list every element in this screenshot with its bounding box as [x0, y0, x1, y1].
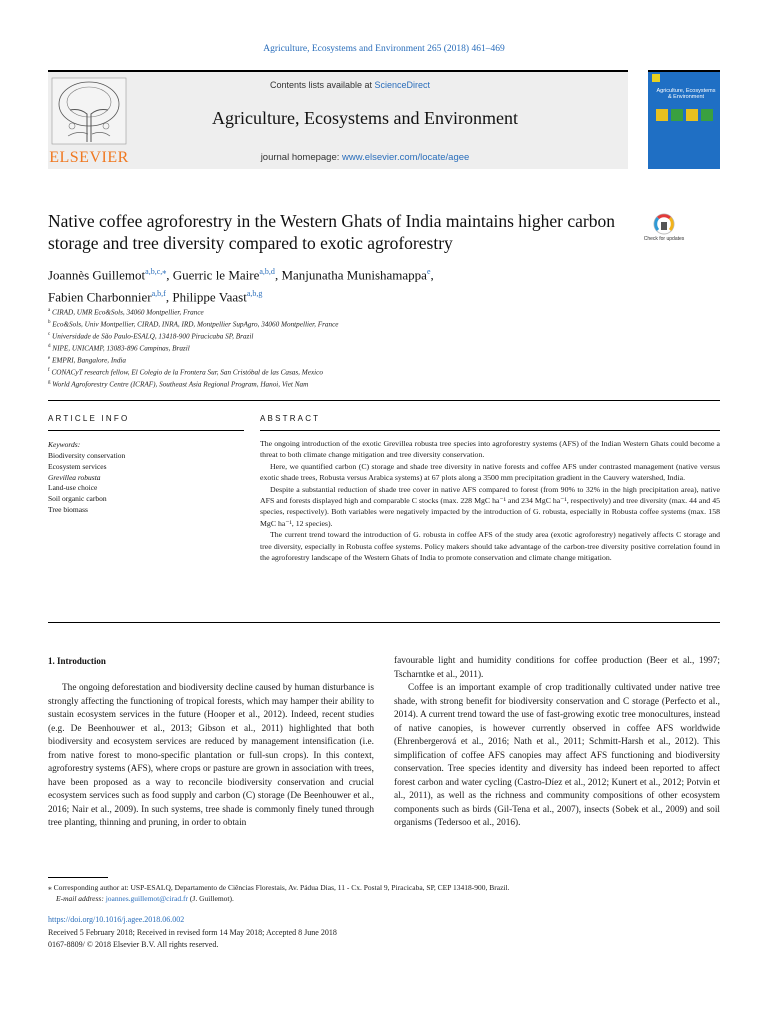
email-line [48, 893, 720, 904]
email-link[interactable]: joannes.guillemot@cirad.fr [105, 894, 189, 903]
affiliation-marker: c [48, 331, 51, 337]
affiliation-marker: a [48, 308, 51, 313]
keywords-label: Keywords: [48, 440, 81, 449]
corresponding-author-text: ⁎ Corresponding author at: USP-ESALQ, Departamento de Ciências Florestais, Av. Pádua Dias, 11 - Cx. Postal 9, Piracicaba, SP, CEP 13418-900, Brazil. [48, 883, 510, 892]
abstract-body [260, 438, 720, 563]
affiliation-list [48, 306, 708, 390]
author-affiliation-marker[interactable]: e [426, 267, 431, 276]
affiliation [48, 318, 708, 330]
elsevier-wordmark: ELSEVIER [49, 149, 129, 166]
affiliation-text: Universidade de São Paulo-ESALQ, 13418-900 Piracicaba SP, Brazil [52, 332, 254, 341]
journal-citation-link[interactable]: Agriculture, Ecosystems and Environment 265 (2018) 461–469 [263, 44, 505, 54]
affiliation-text: NIPE, UNICAMP, 13083-896 Campinas, Brazil [52, 344, 190, 353]
received-dates: Received 5 February 2018; Received in revised form 14 May 2018; Accepted 8 June 2018 [48, 928, 337, 937]
affiliation-marker: d [48, 343, 51, 349]
cover-logo-icon [652, 74, 660, 82]
article-info-divider [48, 430, 244, 431]
affiliation [48, 330, 708, 342]
journal-homepage [140, 152, 590, 163]
introduction-heading: 1. Introduction [48, 656, 106, 666]
affiliation-text: CONACyT research fellow, El Colegio de la Frontera Sur, San Cristóbal de las Casas, Mexico [51, 368, 323, 377]
corresponding-author-footnote [48, 882, 720, 904]
keyword: Land-use choice [48, 483, 98, 493]
affiliation [48, 354, 708, 366]
article-info-heading: ARTICLE INFO [48, 414, 130, 423]
author-name[interactable]: Joannès Guillemot [48, 267, 146, 283]
affiliation-text: World Agroforestry Centre (ICRAF), Southeast Asia Regional Program, Hanoi, Viet Nam [52, 380, 309, 389]
affiliation-text: EMPRI, Bangalore, India [52, 356, 127, 365]
check-for-updates-icon[interactable] [648, 212, 680, 252]
affiliation [48, 342, 708, 354]
contents-line [140, 80, 560, 90]
author-affiliation-marker[interactable]: a,b,g [246, 289, 263, 299]
keyword: Ecosystem services [48, 461, 107, 471]
author-name[interactable]: Manjunatha Munishamappa [281, 267, 427, 283]
doi-link[interactable]: https://doi.org/10.1016/j.agee.2018.06.002 [48, 915, 185, 924]
homepage-link[interactable]: www.elsevier.com/locate/agee [342, 152, 470, 163]
abstract-paragraph: The ongoing introduction of the exotic Grevillea robusta tree species into agroforestry systems (AFS) of the Indian Western Ghats could become a threat to both climate change mitigation and tree diversity conservation. [260, 439, 720, 460]
homepage-prefix: journal homepage: [260, 152, 343, 163]
article-title: Native coffee agroforestry in the Western Ghats of India maintains higher carbon storage and tree diversity compared to exotic agroforestry [48, 211, 615, 253]
author-list [48, 262, 648, 307]
affiliation-text: Eco&Sols, Univ Montpellier, CIRAD, INRA, IRD, Montpellier SupAgro, 34060 Montpellier, France [52, 320, 339, 329]
email-suffix: (J. Guillemot). [188, 894, 234, 903]
affiliation [48, 366, 708, 378]
author-separator: , [274, 267, 282, 283]
keyword: Biodiversity conservation [48, 451, 126, 460]
affiliation-marker: e [48, 355, 51, 361]
author-name[interactable]: Philippe Vaast [172, 289, 247, 305]
abstract-paragraph: Despite a substantial reduction of shade tree cover in native AFS compared to forest (from 90% to 32% in the high precipitation area), native AFS and forests displayed high and comparable C stocks (max. 228 MgC ha⁻¹ and 234 MgC ha⁻¹, respectively) and tree diversity (max. 44 and 45 species, respectively). Both variables were negatively impacted by the introduction of G. robusta, especially in Robusta coffee systems (max. 158 MgC ha⁻¹, 12 species). [260, 484, 720, 528]
body-paragraph: favourable light and humidity conditions for coffee production (Beer et al., 1997; Tscharntke et al., 2011). [394, 656, 720, 680]
affiliation [48, 378, 708, 390]
keyword-list [48, 451, 238, 516]
author-name[interactable]: Guerric le Maire [172, 267, 260, 283]
author-separator: , [430, 267, 434, 283]
affiliation-marker: b [48, 319, 51, 325]
author-affiliation-marker[interactable]: a,b,d [259, 267, 275, 276]
abstract-heading: ABSTRACT [260, 414, 321, 423]
body-column-right [394, 655, 720, 831]
cover-artwork-icon [654, 108, 714, 122]
abstract-paragraph: The current trend toward the introduction of G. robusta in coffee AFS of the study area (exotic agroforestry) negatively affects C storage and tree diversity, especially in Robusta coffee systems. Policy makers should take advantage of the carbon-tree diversity positive correlation found in the agroforestry landscape of the Western Ghats of India to promote conservation and climate change mitigation. [260, 530, 720, 563]
abstract-paragraph: Here, we quantified carbon (C) storage and shade tree diversity in native forests and coffee AFS under contrasted management (native versus exotic shade trees, Robusta versus Arabica systems) at 67 plots along a 3500 mm precipitation gradient in the Cauvery watershed, India. [260, 461, 720, 483]
author-affiliation-marker[interactable]: a,b,f [151, 289, 166, 299]
contents-prefix: Contents lists available at [269, 80, 375, 90]
author-separator: , [166, 267, 173, 283]
body-paragraph: Coffee is an important example of crop traditionally cultivated under native tree shade, with strong benefit for biodiversity conservation and C storage (Perfecto et al., 2014). A current trend toward the use of fast-growing exotic tree monocultures, instead of native canopies, is however currently observed in coffee AFS worldwide (Ehrenbergerová et al., 2016; Nath et al., 2011; Schmitt-Harsh et al., 2012). This simplification of coffee AFS canopies may affect AFS functioning and biodiversity conservation. Tree species identity and diversity has indeed been reported to affect forest carbon and water cycling (Castro-Díez et al., 2012; Kunert et al., 2012; Potvin et al., 2011), as well as the richness and community compositions of other ecosystem components such as birds (Gil-Tena et al., 2007), insects (Sobek et al., 2009) and soil organisms (Tedersoo et al., 2016). [394, 683, 720, 828]
affiliation-marker: f [48, 367, 50, 373]
author-name[interactable]: Fabien Charbonnier [48, 289, 152, 305]
email-label: E-mail address: [56, 894, 106, 903]
affiliation-marker: g [48, 379, 51, 385]
affiliation [48, 306, 708, 318]
body-column-left [48, 682, 374, 831]
keyword: Soil organic carbon [48, 494, 107, 504]
keyword: Grevillea robusta [48, 472, 101, 482]
check-for-updates-label: Check for updates [643, 236, 685, 242]
copyright-notice: 0167-8809/ © 2018 Elsevier B.V. All rights reserved. [48, 940, 219, 949]
section-divider [48, 622, 720, 623]
footnote-divider [48, 877, 108, 878]
cover-title: Agriculture, Ecosystems & Environment [656, 88, 716, 100]
author-separator: , [165, 289, 173, 305]
journal-title: Agriculture, Ecosystems and Environment [212, 108, 518, 128]
body-paragraph: The ongoing deforestation and biodiversity decline caused by human disturbance is strongly affecting the functioning of tropical forests, which may hamper their ability to sustain ecosystem services in the future (Hooper et al., 2012). Indeed, recent studies (e.g. De Beenhouwer et al., 2013; Gibson et al., 2011) highlighted that both biodiversity and ecosystem services are reduced by management intensification (i.e. from native forest to mono-specific plantation or full-sun crops). In this context, agroforestry systems (AFS), where crops or pasture are grown in association with trees, have been proposed as a way to reconcile biodiversity conservation and crucial ecosystem services such as food supply and carbon (C) storage (De Beenhouwer et al., 2016; Nair et al., 2009). In such systems, tree shade is commonly finely tuned through tree planting, thinning and pruning, in order to obtain [48, 683, 374, 828]
sciencedirect-link[interactable]: ScienceDirect [374, 80, 431, 90]
keyword: Tree biomass [48, 504, 88, 514]
section-divider [48, 400, 720, 401]
author-affiliation-marker[interactable]: a,b,c,⁎ [145, 267, 167, 276]
abstract-divider [260, 430, 720, 431]
affiliation-text: CIRAD, UMR Eco&Sols, 34060 Montpellier, France [52, 308, 204, 317]
